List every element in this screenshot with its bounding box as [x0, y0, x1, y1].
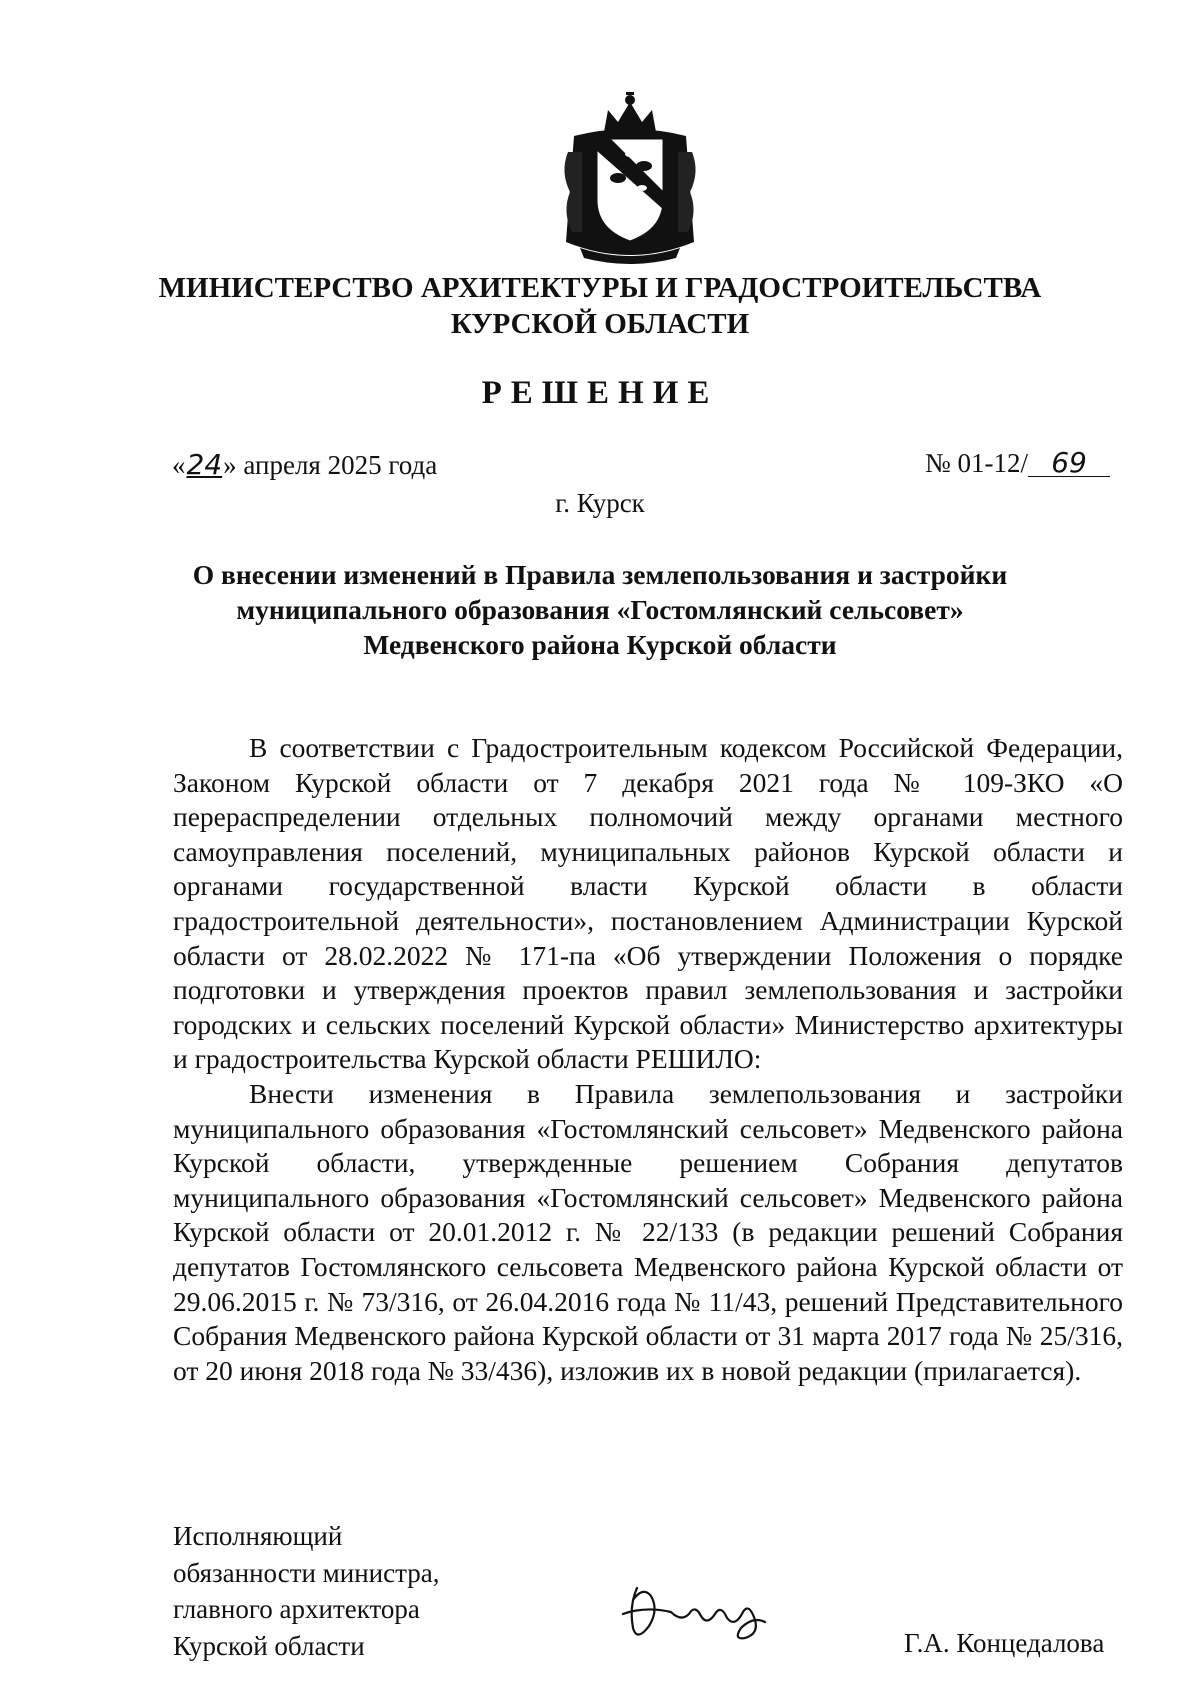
city: г. Курск — [555, 488, 645, 518]
signatory-position — [173, 1518, 439, 1664]
position-line-2: обязанности министра, — [173, 1557, 440, 1588]
decision-body — [173, 731, 1123, 1388]
signature-icon — [615, 1576, 775, 1646]
decision-title — [100, 557, 1100, 662]
number-prefix: № 01-12/ — [925, 448, 1029, 478]
ministry-name-line-2: КУРСКОЙ ОБЛАСТИ — [450, 308, 750, 340]
number-handwritten: 69 — [1028, 450, 1110, 477]
title-line-3: Медвенского района Курской области — [363, 629, 837, 660]
date-day-handwritten: 24 — [186, 448, 223, 481]
decision-date — [172, 448, 437, 481]
body-paragraph-1: В соответствии с Градостроительным кодексом Российской Федерации, Законом Курской области от 7 декабря 2021 года № 109-ЗКО «О перераспределении отдельных полномочий между органами местного самоуправления поселений, муниципальных районов Курской области и органами государственной власти Курской области в области градостроительной деятельности», постановлением Администрации Курской области от 28.02.2022 № 171-па «Об утверждении Положения о порядке подготовки и утверждения проектов правил землепользования и застройки городских и сельских поселений Курской области» Министерство архитектуры и градостроительства Курской области РЕШИЛО: — [173, 732, 1123, 1075]
title-line-1: О внесении изменений в Правила землепользования и застройки — [192, 559, 1008, 590]
date-open-quote: « — [172, 450, 186, 480]
title-line-2: муниципального образования «Гостомлянский сельсовет» — [236, 594, 964, 625]
decision-number — [925, 448, 1110, 479]
date-rest: » апреля 2025 года — [223, 450, 438, 480]
signatory-name: Г.А. Концедалова — [904, 1628, 1105, 1658]
position-line-4: Курской области — [173, 1630, 365, 1661]
position-line-1: Исполняющий — [173, 1521, 343, 1551]
position-line-3: главного архитектора — [173, 1594, 420, 1624]
ministry-name — [100, 270, 1100, 342]
document-type: РЕШЕНИЕ — [481, 375, 719, 411]
ministry-name-line-1: МИНИСТЕРСТВО АРХИТЕКТУРЫ И ГРАДОСТРОИТЕЛЬСТВА — [158, 272, 1042, 304]
body-paragraph-2: Внести изменения в Правила землепользования и застройки муниципального образования «Гостомлянский сельсовет» Медвенского района Курской области, утвержденные решением Собрания депутатов муниципального образования «Гостомлянский сельсовет» Медвенского района Курской области от 20.01.2012 г. № 22/133 (в редакции решений Собрания депутатов Гостомлянского сельсовета Медвенского района Курской области от 29.06.2015 г. № 73/316, от 26.04.2016 года № 11/43, решений Представительного Собрания Медвенского района Курской области от 31 марта 2017 года № 25/316, от 20 июня 2018 года № 33/436), изложив их в новой редакции (прилагается). — [173, 1077, 1123, 1386]
coat-of-arms-icon — [560, 92, 700, 264]
